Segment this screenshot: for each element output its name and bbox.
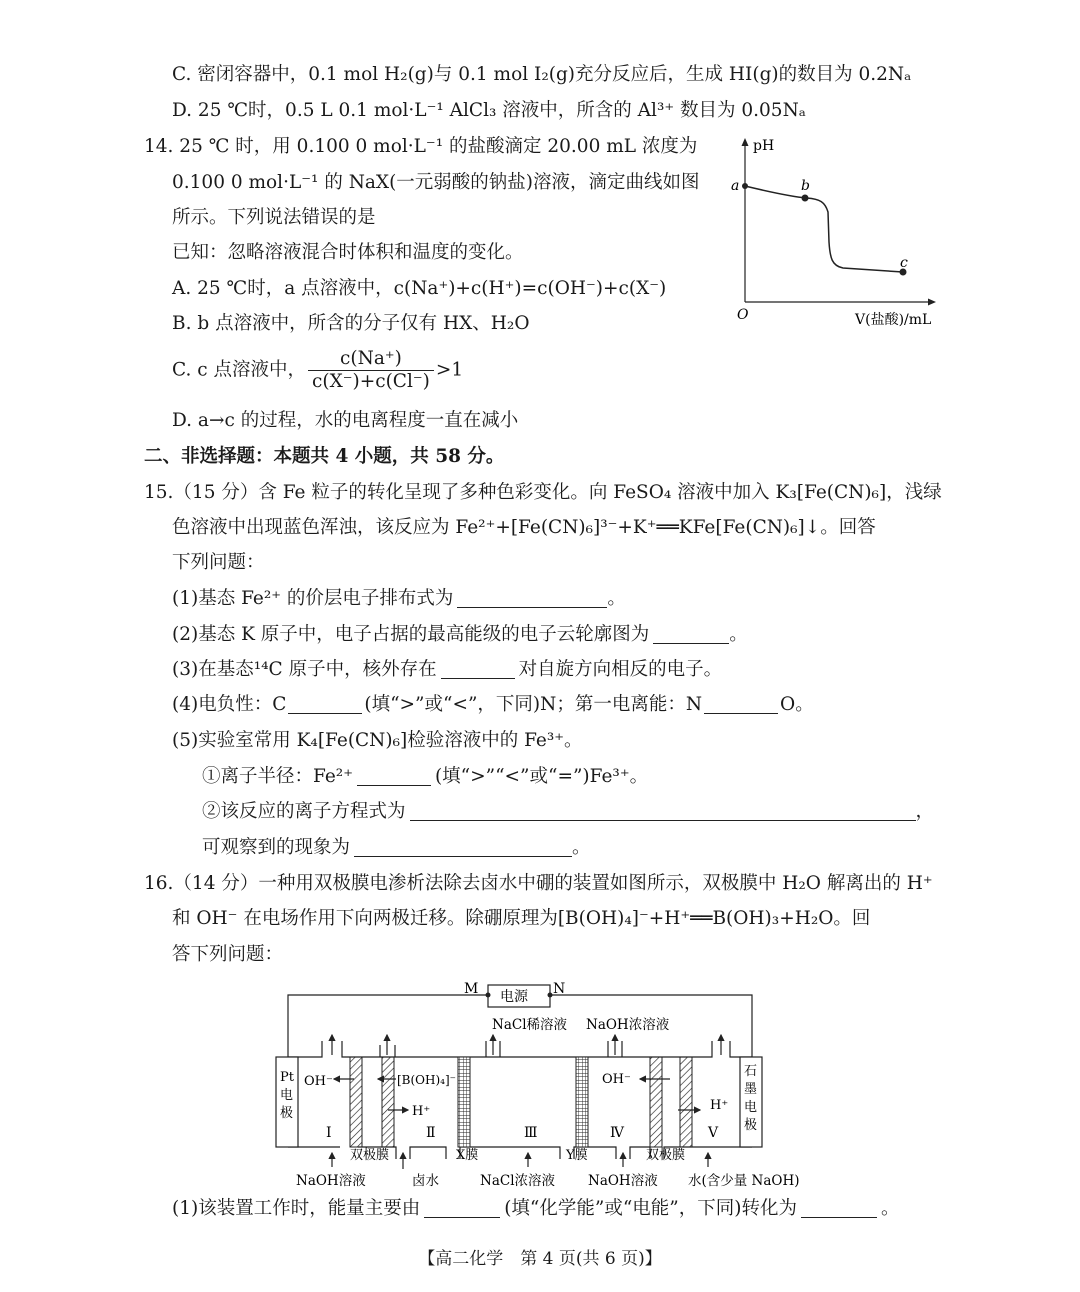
- q13-option-c: C. 密闭容器中，0.1 mol H₂(g)与 0.1 mol I₂(g)充分反应后，生成 HI(g)的数目为 0.2Nₐ: [172, 64, 912, 85]
- terminal-n-label: N: [553, 981, 566, 997]
- pt-electrode-label-2: 电: [280, 1088, 294, 1103]
- page-footer: 【高二化学 第 4 页(共 6 页)】: [418, 1249, 662, 1269]
- section-2-heading: 二、非选择题：本题共 4 小题，共 58 分。: [144, 446, 505, 467]
- titration-curve-graph: [725, 132, 945, 332]
- q15-part4-text-end: O。: [780, 694, 814, 715]
- q14-stem-line3: 所示。下列说法错误的是: [172, 207, 376, 228]
- terminal-m: [486, 993, 491, 998]
- comma: ，: [915, 801, 935, 822]
- q15-part1: [172, 586, 626, 612]
- inlet-nacl-conc-label: NaCl浓溶液: [480, 1173, 556, 1189]
- q15-part4-text: (4)电负性：C: [172, 694, 287, 715]
- x-axis-arrow: [928, 299, 936, 306]
- q16-stem-line2: 和 OH⁻ 在电场作用下向两极迁移。除硼原理为[B(OH)₄]⁻+H⁺══B(OH)₃+H₂O。回: [172, 908, 871, 929]
- fraction-denominator: c(X⁻)+c(Cl⁻): [312, 371, 430, 392]
- inlet-water-label: 水(含少量 NaOH): [688, 1173, 800, 1189]
- q15-part3-text-end: 对自旋方向相反的电子。: [518, 659, 723, 680]
- container-top: [288, 1041, 752, 1057]
- inlet-brine-label: 卤水: [412, 1173, 439, 1189]
- room-3: Ⅲ: [524, 1125, 538, 1141]
- q15-part5-3: [202, 835, 591, 861]
- room-2: Ⅱ: [426, 1125, 436, 1141]
- q15-part5-1-text-end: (填“>”“<”或“=”)Fe³⁺。: [434, 766, 649, 787]
- q16-part1: [172, 1196, 900, 1222]
- answer-blank[interactable]: [410, 802, 916, 821]
- q15-part3: [172, 657, 722, 683]
- x-membrane-label: X膜: [456, 1148, 479, 1163]
- q14-option-c: [172, 348, 463, 393]
- inlet-naoh-label: NaOH溶液: [296, 1173, 366, 1189]
- answer-blank[interactable]: [441, 660, 515, 679]
- terminal-n: [548, 993, 553, 998]
- bipolar-membrane-1a: [350, 1057, 362, 1147]
- bipolar-membrane-label-1: 双极膜: [350, 1148, 390, 1163]
- answer-blank[interactable]: [357, 767, 431, 786]
- q15-part2: [172, 622, 748, 648]
- q14-stem-line4: 已知：忽略溶液混合时体积和温度的变化。: [172, 242, 524, 263]
- bipolar-membrane-2a: [650, 1057, 662, 1147]
- q15-part1-text: (1)基态 Fe²⁺ 的价层电子排布式为: [172, 588, 454, 609]
- h-left-label: H⁺: [412, 1104, 431, 1119]
- q15-part5-3-text: 可观察到的现象为: [202, 837, 351, 858]
- y-membrane: [576, 1057, 588, 1147]
- q14-option-d: D. a→c 的过程，水的电离程度一直在减小: [172, 410, 519, 431]
- q15-part5-2: [202, 799, 934, 825]
- q14-option-c-suffix: >1: [435, 359, 464, 381]
- answer-blank[interactable]: [354, 838, 572, 857]
- fraction-numerator: c(Na⁺): [308, 348, 434, 371]
- q15-part5-2-text: ②该反应的离子方程式为: [202, 801, 406, 822]
- period: 。: [572, 837, 591, 858]
- period: 。: [881, 1198, 900, 1219]
- room-1: Ⅰ: [326, 1125, 332, 1141]
- q16-part1-text-mid: (填“化学能”或“电能”，下同)转化为: [504, 1198, 797, 1219]
- q15-part2-text: (2)基态 K 原子中，电子占据的最高能级的电子云轮廓图为: [172, 624, 650, 645]
- point-b-label: b: [801, 178, 810, 194]
- answer-blank[interactable]: [801, 1199, 877, 1218]
- graphite-electrode-label-2: 墨: [744, 1082, 758, 1097]
- q15-stem-line2: 色溶液中出现蓝色浑浊，该反应为 Fe²⁺+[Fe(CN)₆]³⁻+K⁺══KFe[Fe(CN)₆]↓。回答: [172, 517, 876, 538]
- graphite-electrode-label-3: 电: [744, 1100, 758, 1115]
- oh-right-label: OH⁻: [602, 1072, 631, 1087]
- power-label: 电源: [500, 989, 528, 1005]
- q14-option-c-prefix: C. c 点溶液中，: [172, 359, 306, 381]
- graphite-electrode-label-4: 极: [744, 1118, 758, 1133]
- room-4: Ⅳ: [610, 1125, 624, 1141]
- q15-stem-line3: 下列问题：: [172, 552, 265, 573]
- q15-part5-1-text: ①离子半径：Fe²⁺: [202, 766, 353, 787]
- point-a-label: a: [731, 178, 740, 194]
- period: 。: [607, 588, 626, 609]
- point-b-marker: [802, 195, 809, 202]
- x-axis-label: V(盐酸)/mL: [855, 312, 932, 328]
- point-c-label: c: [900, 255, 908, 271]
- pt-electrode-label-3: 极: [280, 1106, 294, 1121]
- pt-electrode-label-1: Pt: [280, 1070, 294, 1085]
- y-membrane-label: Y膜: [566, 1148, 588, 1163]
- q14-option-a: A. 25 ℃时，a 点溶液中，c(Na⁺)+c(H⁺)=c(OH⁻)+c(X⁻): [172, 278, 667, 299]
- q13-option-d: D. 25 ℃时，0.5 L 0.1 mol·L⁻¹ AlCl₃ 溶液中，所含的 Al³⁺ 数目为 0.05Nₐ: [172, 100, 806, 121]
- q15-stem-line1: 15.（15 分）含 Fe 粒子的转化呈现了多种色彩变化。向 FeSO₄ 溶液中加入 K₃[Fe(CN)₆]，浅绿: [144, 482, 942, 503]
- graphite-electrode-label-1: 石: [744, 1064, 758, 1079]
- nacl-dilute-label: NaCl稀溶液: [492, 1017, 568, 1033]
- electrodialysis-diagram: [260, 975, 820, 1195]
- terminal-m-label: M: [464, 981, 479, 997]
- answer-blank[interactable]: [653, 625, 729, 644]
- q15-part3-text: (3)在基态¹⁴C 原子中，核外存在: [172, 659, 437, 680]
- bipolar-membrane-1b: [382, 1057, 394, 1147]
- oh-left-label: OH⁻: [304, 1074, 333, 1089]
- naoh-conc-label: NaOH浓溶液: [586, 1017, 670, 1033]
- q15-part4: [172, 692, 814, 718]
- period: 。: [729, 624, 748, 645]
- q15-part5: (5)实验室常用 K₄[Fe(CN)₆]检验溶液中的 Fe³⁺。: [172, 730, 583, 751]
- point-a-marker: [742, 183, 748, 189]
- answer-blank[interactable]: [424, 1199, 500, 1218]
- bipolar-membrane-label-2: 双极膜: [646, 1148, 686, 1163]
- titration-curve: [745, 186, 903, 272]
- outlet-tubes: [380, 1041, 622, 1057]
- origin-label: O: [737, 307, 749, 323]
- q16-part1-text: (1)该装置工作时，能量主要由: [172, 1198, 421, 1219]
- y-axis-label: pH: [753, 138, 775, 154]
- q16-stem-line3: 答下列问题：: [172, 944, 284, 965]
- room-5: Ⅴ: [708, 1125, 719, 1141]
- h-right-label: H⁺: [710, 1098, 729, 1113]
- q14-stem-line2: 0.100 0 mol·L⁻¹ 的 NaX(一元弱酸的钠盐)溶液，滴定曲线如图: [172, 172, 700, 193]
- q14-option-c-fraction: [308, 348, 434, 393]
- inlet-naoh-label-2: NaOH溶液: [588, 1173, 658, 1189]
- x-membrane: [458, 1057, 470, 1147]
- answer-blank[interactable]: [288, 695, 362, 714]
- q14-stem-line1: 14. 25 ℃ 时，用 0.100 0 mol·L⁻¹ 的盐酸滴定 20.00 mL 浓度为: [144, 136, 698, 157]
- answer-blank[interactable]: [457, 589, 607, 608]
- boh4-label: [B(OH)₄]⁻: [397, 1073, 456, 1087]
- q14-option-b: B. b 点溶液中，所含的分子仅有 HX、H₂O: [172, 313, 530, 334]
- answer-blank[interactable]: [704, 695, 778, 714]
- q16-stem-line1: 16.（14 分）一种用双极膜电渗析法除去卤水中硼的装置如图所示，双极膜中 H₂O 解离出的 H⁺: [144, 873, 933, 894]
- y-axis-arrow: [742, 138, 749, 146]
- q15-part5-1: [202, 764, 648, 790]
- bipolar-membrane-2b: [680, 1057, 692, 1147]
- q15-part4-text-mid: (填“>”或“<”，下同)N；第一电离能：N: [364, 694, 703, 715]
